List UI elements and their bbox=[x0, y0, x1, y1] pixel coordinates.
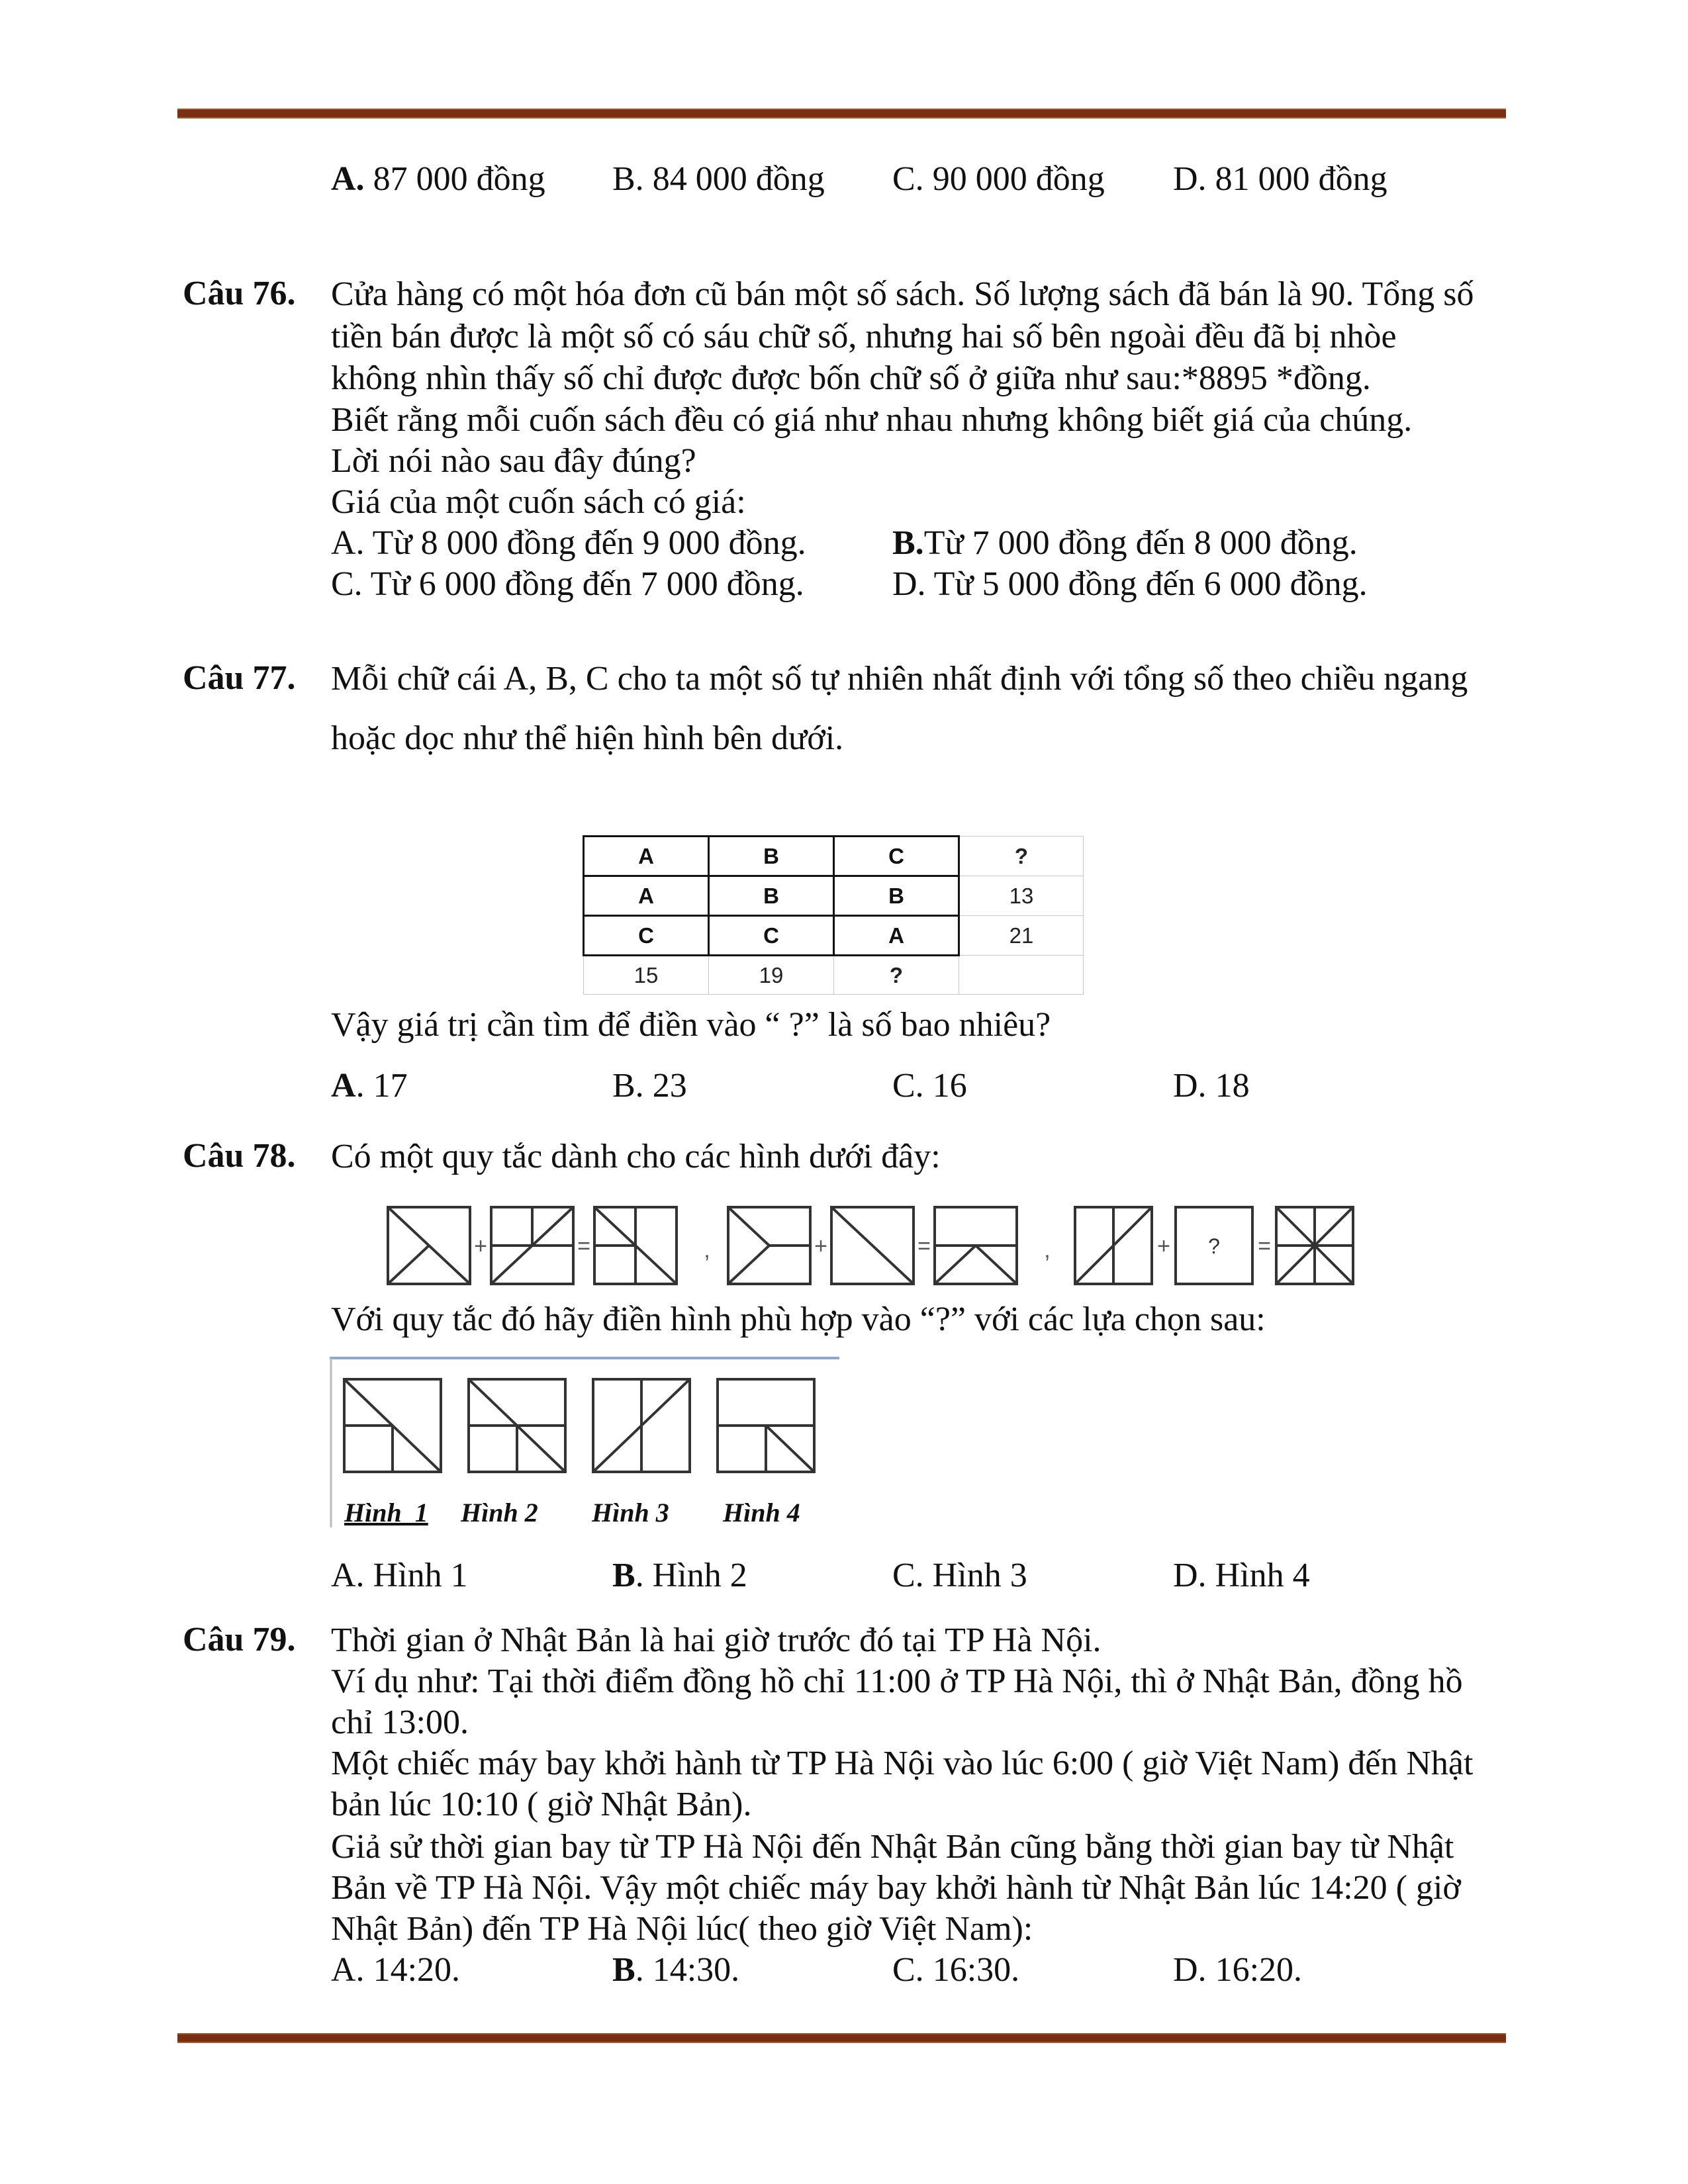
grid-cell: B bbox=[834, 876, 959, 916]
top-border-rule bbox=[177, 109, 1506, 118]
q75-option-b bbox=[612, 159, 825, 200]
rule-figure-sequence bbox=[384, 1197, 1364, 1289]
q78-option-b bbox=[612, 1555, 747, 1596]
q77-option-a bbox=[331, 1066, 408, 1107]
q76-line: Cửa hàng có một hóa đơn cũ bán một số sách. Số lượng sách đã bán là 90. Tổng số bbox=[331, 275, 1474, 313]
option-text: 16:20. bbox=[1206, 1951, 1303, 1989]
grid-cell: C bbox=[834, 837, 959, 876]
q77-option-d bbox=[1173, 1066, 1250, 1107]
option-letter: D. bbox=[1173, 1067, 1207, 1105]
option-letter: B bbox=[612, 1951, 635, 1989]
option-letter: A. bbox=[331, 160, 365, 198]
grid-cell: B bbox=[709, 876, 834, 916]
option-letter: D. bbox=[1173, 1557, 1207, 1594]
q76-line: Lời nói nào sau đây đúng? bbox=[331, 442, 696, 480]
plus-sign: + bbox=[474, 1234, 487, 1259]
option-letter: B bbox=[612, 1557, 635, 1594]
option-letter: C. bbox=[892, 160, 924, 198]
option-text: Hình 4 bbox=[1206, 1557, 1310, 1594]
q76-option-c bbox=[331, 564, 804, 605]
letter-sum-grid bbox=[583, 835, 1084, 995]
grid-cell: 21 bbox=[959, 916, 1084, 956]
q79-line: chỉ 13:00. bbox=[331, 1704, 469, 1741]
q79-option-b bbox=[612, 1950, 739, 1991]
q77-line: Mỗi chữ cái A, B, C cho ta một số tự nhiên nhất định với tổng số theo chiều ngang bbox=[331, 660, 1468, 698]
plus-sign: + bbox=[1157, 1234, 1170, 1259]
shape-label-4: Hình 4 bbox=[723, 1498, 800, 1527]
q79-line: Một chiếc máy bay khởi hành từ TP Hà Nội vào lúc 6:00 ( giờ Việt Nam) đến Nhật bbox=[331, 1745, 1474, 1782]
option-shape-2 bbox=[469, 1379, 565, 1472]
shape-label-3: Hình 3 bbox=[592, 1498, 669, 1527]
q76-label: Câu 76. bbox=[183, 275, 296, 312]
option-letter: B. bbox=[892, 524, 924, 562]
option-text: 18 bbox=[1206, 1067, 1250, 1105]
figure-3a bbox=[1075, 1207, 1152, 1284]
option-text: 16:30. bbox=[923, 1951, 1020, 1989]
q78-option-c bbox=[892, 1555, 1027, 1596]
grid-cell: A bbox=[584, 876, 709, 916]
q79-line: Giả sử thời gian bay từ TP Hà Nội đến Nhật Bản cũng bằng thời gian bay từ Nhật bbox=[331, 1828, 1454, 1866]
option-text: 81 000 đồng bbox=[1206, 160, 1387, 198]
q77-label: Câu 77. bbox=[183, 659, 296, 697]
q76-option-b bbox=[892, 523, 1358, 564]
equals-sign: = bbox=[1258, 1234, 1271, 1259]
comma-separator: , bbox=[1044, 1238, 1051, 1263]
option-letter: D. bbox=[1173, 160, 1207, 198]
q77-question: Vậy giá trị cần tìm để điền vào “ ?” là số bao nhiêu? bbox=[331, 1006, 1051, 1044]
grid-cell: 13 bbox=[959, 876, 1084, 916]
q78-option-d bbox=[1173, 1555, 1310, 1596]
grid-cell: C bbox=[584, 916, 709, 956]
q77-option-b bbox=[612, 1066, 687, 1107]
figure-2b bbox=[831, 1207, 914, 1284]
equals-sign: = bbox=[917, 1234, 931, 1259]
shape-label-1: Hình_1 bbox=[344, 1498, 428, 1527]
q76-line: Giá của một cuốn sách có giá: bbox=[331, 483, 746, 521]
figure-1a bbox=[388, 1207, 470, 1284]
plus-sign: + bbox=[814, 1234, 827, 1259]
q76-option-d bbox=[892, 564, 1368, 605]
grid-row bbox=[584, 876, 1084, 916]
q75-option-a bbox=[331, 159, 545, 200]
option-letter: C. bbox=[892, 1951, 924, 1989]
grid-cell: 15 bbox=[584, 956, 709, 995]
grid-cell bbox=[959, 956, 1084, 995]
grid-cell: 19 bbox=[709, 956, 834, 995]
option-letter: C. bbox=[331, 565, 363, 603]
option-letter: A. bbox=[331, 1557, 365, 1594]
grid-cell: B bbox=[709, 837, 834, 876]
option-shape-3 bbox=[593, 1379, 690, 1472]
option-letter: A bbox=[331, 1067, 356, 1105]
q79-line: Bản về TP Hà Nội. Vậy một chiếc máy bay khởi hành từ Nhật Bản lúc 14:20 ( giờ bbox=[331, 1869, 1461, 1907]
option-text: . Hình 2 bbox=[635, 1557, 747, 1594]
option-shape-4 bbox=[718, 1379, 814, 1472]
shape-label-2: Hình 2 bbox=[461, 1498, 538, 1527]
option-letter: A. bbox=[331, 1951, 365, 1989]
option-text: . 17 bbox=[355, 1067, 408, 1105]
q79-line: Ví dụ như: Tại thời điểm đồng hồ chỉ 11:00 ở TP Hà Nội, thì ở Nhật Bản, đồng hồ bbox=[331, 1662, 1463, 1700]
q79-line: bản lúc 10:10 ( giờ Nhật Bản). bbox=[331, 1786, 752, 1823]
q78-option-a bbox=[331, 1555, 468, 1596]
q79-line: Nhật Bản) đến TP Hà Nội lúc( theo giờ Việt Nam): bbox=[331, 1910, 1033, 1948]
q76-option-a bbox=[331, 523, 806, 564]
option-letter: D. bbox=[892, 565, 926, 603]
option-letter: C. bbox=[892, 1067, 924, 1105]
q79-label: Câu 79. bbox=[183, 1621, 296, 1659]
grid-cell: A bbox=[584, 837, 709, 876]
grid-row bbox=[584, 916, 1084, 956]
q79-line: Thời gian ở Nhật Bản là hai giờ trước đó tại TP Hà Nội. bbox=[331, 1621, 1102, 1659]
option-text: . 14:30. bbox=[635, 1951, 740, 1989]
figure-3c bbox=[1276, 1207, 1353, 1284]
option-text: Từ 7 000 đồng đến 8 000 đồng. bbox=[923, 524, 1358, 562]
q78-instruction: Với quy tắc đó hãy điền hình phù hợp vào “?” với các lựa chọn sau: bbox=[331, 1300, 1266, 1338]
q76-line: tiền bán được là một số có sáu chữ số, nhưng hai số bên ngoài đều đã bị nhòe bbox=[331, 318, 1397, 355]
q79-option-d bbox=[1173, 1950, 1302, 1991]
grid-cell: A bbox=[834, 916, 959, 956]
option-letter: B. bbox=[612, 160, 644, 198]
option-text: 23 bbox=[643, 1067, 687, 1105]
q77-line: hoặc dọc như thể hiện hình bên dưới. bbox=[331, 719, 844, 757]
figure-2a bbox=[728, 1207, 810, 1284]
figure-1c bbox=[594, 1207, 677, 1284]
option-text: Hình 1 bbox=[364, 1557, 468, 1594]
option-text: Từ 6 000 đồng đến 7 000 đồng. bbox=[362, 565, 804, 603]
option-shape-1 bbox=[344, 1379, 441, 1472]
figure-2c bbox=[935, 1207, 1017, 1284]
q79-option-a bbox=[331, 1950, 460, 1991]
grid-row bbox=[584, 956, 1084, 995]
q79-option-c bbox=[892, 1950, 1019, 1991]
q77-option-c bbox=[892, 1066, 967, 1107]
q75-option-c bbox=[892, 159, 1105, 200]
option-text: Từ 8 000 đồng đến 9 000 đồng. bbox=[364, 524, 806, 562]
unknown-mark: ? bbox=[1208, 1234, 1220, 1258]
option-text: 87 000 đồng bbox=[364, 160, 545, 198]
grid-cell: ? bbox=[834, 956, 959, 995]
option-text: 16 bbox=[923, 1067, 967, 1105]
q76-line: Biết rằng mỗi cuốn sách đều có giá như nhau nhưng không biết giá của chúng. bbox=[331, 401, 1413, 439]
option-text: Từ 5 000 đồng đến 6 000 đồng. bbox=[925, 565, 1368, 603]
q78-line: Có một quy tắc dành cho các hình dưới đây: bbox=[331, 1138, 941, 1175]
option-text: Hình 3 bbox=[923, 1557, 1027, 1594]
option-letter: D. bbox=[1173, 1951, 1207, 1989]
bottom-border-rule bbox=[177, 2033, 1506, 2043]
option-text: 14:20. bbox=[364, 1951, 461, 1989]
option-text: 90 000 đồng bbox=[923, 160, 1105, 198]
q76-line: không nhìn thấy số chỉ được được bốn chữ số ở giữa như sau:*8895 *đồng. bbox=[331, 359, 1371, 397]
figure-1b bbox=[491, 1207, 573, 1284]
option-letter: A. bbox=[331, 524, 365, 562]
option-letter: B. bbox=[612, 1067, 644, 1105]
option-letter: C. bbox=[892, 1557, 924, 1594]
grid-row bbox=[584, 837, 1084, 876]
equals-sign: = bbox=[577, 1234, 590, 1259]
comma-separator: , bbox=[704, 1238, 710, 1263]
grid-cell: C bbox=[709, 916, 834, 956]
q75-option-d bbox=[1173, 159, 1387, 200]
q78-label: Câu 78. bbox=[183, 1137, 296, 1175]
option-text: 84 000 đồng bbox=[643, 160, 825, 198]
grid-cell: ? bbox=[959, 837, 1084, 876]
